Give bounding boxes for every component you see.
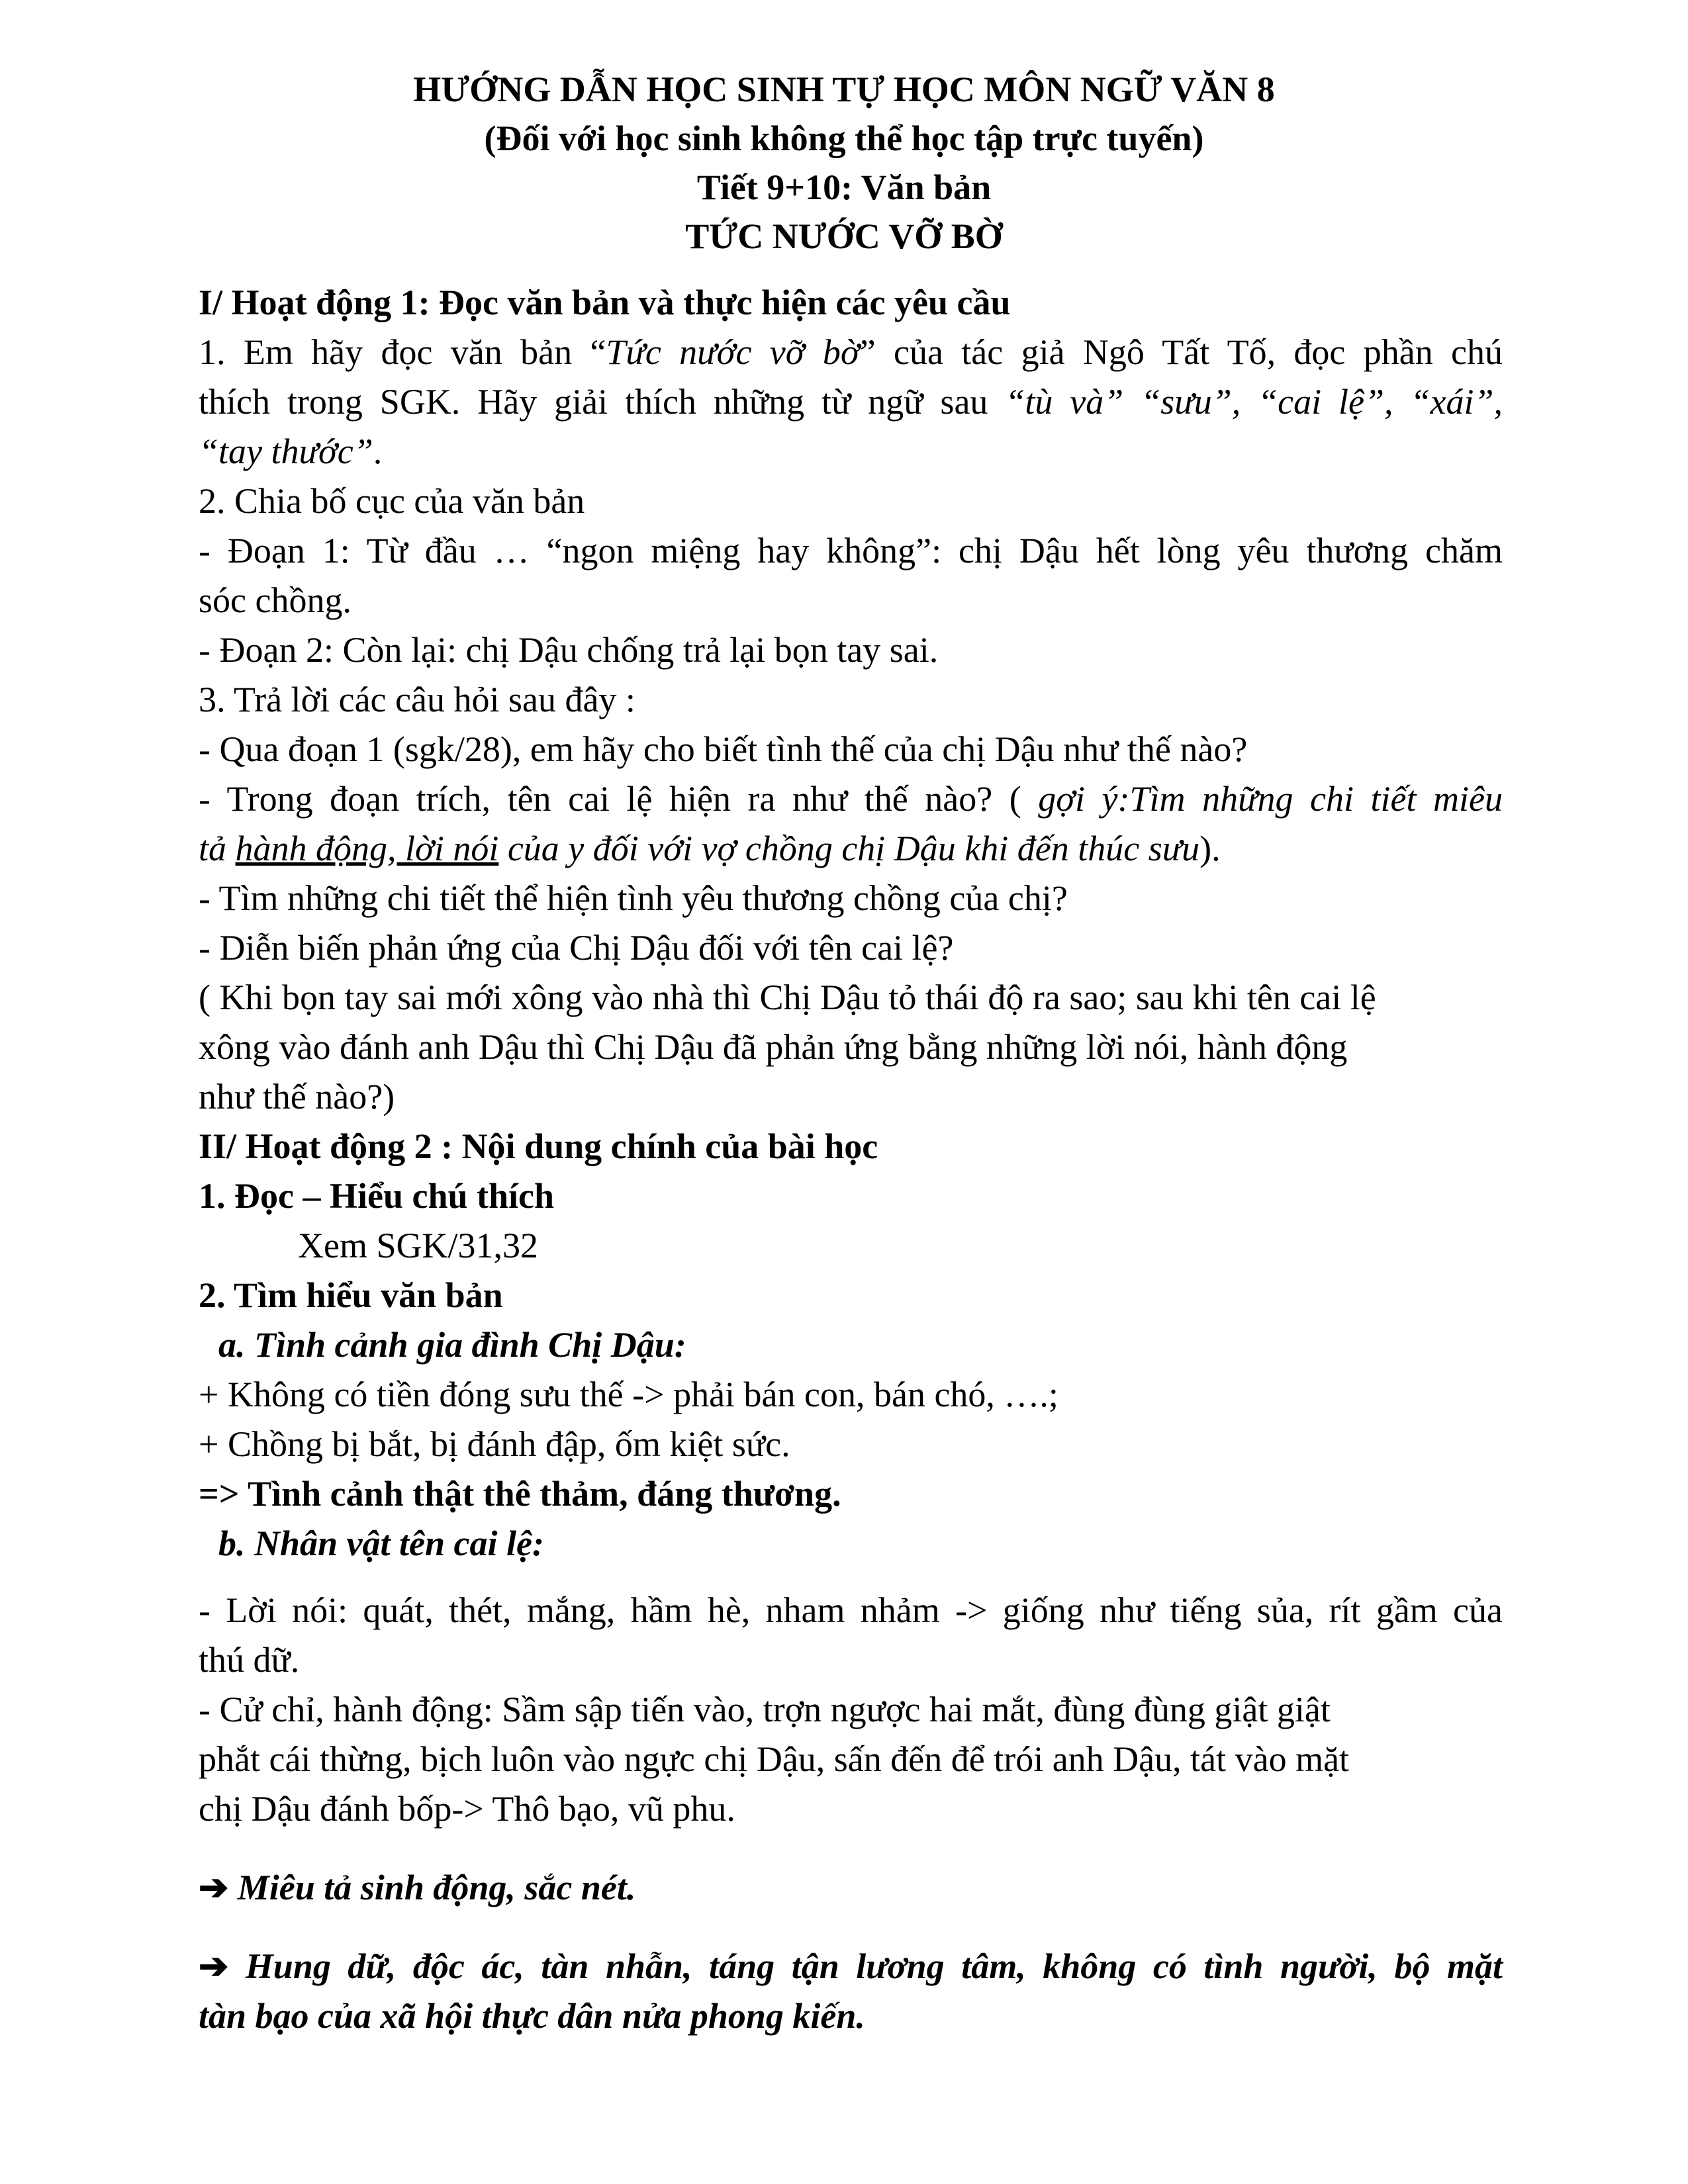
header-lesson: Tiết 9+10: Văn bản: [696, 167, 992, 207]
spacer: [199, 1913, 1503, 1942]
header-subtitle: (Đối với học sinh không thể học tập trực tuyến): [484, 118, 1204, 158]
q3-note-line1: ( Khi bọn tay sai mới xông vào nhà thì Chị Dậu tỏ thái độ ra sao; sau khi tên cai lệ: [199, 978, 1376, 1017]
q2-part1-line2: sóc chồng.: [199, 580, 352, 620]
q3-question-d: - Diễn biến phản ứng của Chị Dậu đối với tên cai lệ?: [199, 928, 954, 968]
q1-line3: [199, 427, 1503, 477]
sub1-title: 1. Đọc – Hiểu chú thích: [199, 1176, 555, 1216]
q3-text: - Trong đoạn trích, tên cai lệ hiện ra như thế nào? (: [199, 779, 1039, 819]
conclusion-2-text: Hung dữ, độc ác, tàn nhẫn, táng tận lương tâm, không có tình người, bộ mặt: [228, 1946, 1503, 1986]
part-a-title: a. Tình cảnh gia đình Chị Dậu:: [218, 1325, 686, 1365]
q1-line1: [199, 328, 1503, 377]
arrow-right-icon: ➔: [199, 1946, 229, 1986]
q1-work-title: Tức nước vỡ bờ: [606, 332, 860, 372]
q3-hint: của y đối với vợ chồng chị Dậu khi đến thúc sưu: [498, 829, 1200, 868]
q1-text: ” của tác giả Ngô Tất Tố, đọc phần chú: [859, 332, 1503, 372]
arrow-right-icon: ➔: [199, 1868, 229, 1907]
part-b-title: b. Nhân vật tên cai lệ:: [218, 1524, 544, 1563]
q3-question-a: - Qua đoạn 1 (sgk/28), em hãy cho biết tình thế của chị Dậu như thế nào?: [199, 729, 1248, 769]
q3-title: 3. Trả lời các câu hỏi sau đây :: [199, 680, 635, 719]
conclusion-2-line1: [199, 1942, 1503, 1991]
section2-heading: II/ Hoạt động 2 : Nội dung chính của bài học: [199, 1126, 878, 1166]
q3-note-line3: như thế nào?): [199, 1077, 395, 1116]
document-body: [199, 278, 1503, 2041]
sub2-title: 2. Tìm hiểu văn bản: [199, 1275, 503, 1315]
document-header: [0, 65, 1688, 261]
q1-terms: “tay thước”: [199, 432, 373, 471]
q3-question-c: - Tìm những chi tiết thể hiện tình yêu thương chồng của chị?: [199, 878, 1068, 918]
spacer: [199, 1834, 1503, 1863]
conclusion-2-line2: tàn bạo của xã hội thực dân nửa phong kiến.: [199, 1996, 865, 2036]
section1-heading: I/ Hoạt động 1: Đọc văn bản và thực hiện các yêu cầu: [199, 283, 1011, 322]
header-title: HƯỚNG DẪN HỌC SINH TỰ HỌC MÔN NGỮ VĂN 8: [413, 69, 1275, 109]
q3-note-line2: xông vào đánh anh Dậu thì Chị Dậu đã phản ứng bằng những lời nói, hành động: [199, 1027, 1348, 1067]
q1-text: .: [373, 432, 383, 471]
part-b-item1-line2: thú dữ.: [199, 1640, 300, 1680]
part-a-item1: + Không có tiền đóng sưu thế -> phải bán con, bán chó, ….;: [199, 1375, 1058, 1414]
conclusion-1-text: Miêu tả sinh động, sắc nét.: [228, 1868, 636, 1907]
sub1-text: Xem SGK/31,32: [298, 1226, 538, 1265]
q1-line2: [199, 377, 1503, 427]
spacer: [199, 1569, 1503, 1586]
q3-question-b-line1: [199, 774, 1503, 824]
part-a-item2: + Chồng bị bắt, bị đánh đập, ốm kiệt sức.: [199, 1424, 790, 1464]
header-text-title: TỨC NƯỚC VỠ BỜ: [685, 216, 1003, 256]
part-a-conclusion: => Tình cảnh thật thê thảm, đáng thương.: [199, 1474, 841, 1514]
conclusion-1: [199, 1863, 1503, 1913]
part-b-item1-line1: - Lời nói: quát, thét, mắng, hầm hè, nham nhảm -> giống như tiếng sủa, rít gầm của: [199, 1590, 1503, 1630]
q1-text: thích trong SGK. Hãy giải thích những từ ngữ sau: [199, 382, 1006, 422]
part-b-item2-line2: phắt cái thừng, bịch luôn vào ngực chị Dậu, sấn đến để trói anh Dậu, tát vào mặt: [199, 1739, 1350, 1779]
q1-text: 1. Em hãy đọc văn bản “: [199, 332, 606, 372]
q3-hint-underlined: hành động, lời nói: [235, 829, 499, 868]
q2-part1-line1: - Đoạn 1: Từ đầu … “ngon miệng hay không”: chị Dậu hết lòng yêu thương chăm: [199, 531, 1503, 570]
q3-hint: tả: [199, 829, 236, 868]
q2-title: 2. Chia bố cục của văn bản: [199, 481, 585, 521]
part-b-item2-line1: - Cử chỉ, hành động: Sầm sập tiến vào, trợn ngược hai mắt, đùng đùng giật giật: [199, 1690, 1331, 1729]
part-b-item2-line3: chị Dậu đánh bốp-> Thô bạo, vũ phu.: [199, 1789, 735, 1829]
q3-hint: gợi ý:Tìm những chi tiết miêu: [1038, 779, 1503, 819]
q3-text: ).: [1199, 829, 1221, 868]
q3-question-b-line2: [199, 824, 1503, 874]
q2-part2: - Đoạn 2: Còn lại: chị Dậu chống trả lại bọn tay sai.: [199, 630, 939, 670]
q1-terms: “tù và” “sưu”, “cai lệ”, “xái”,: [1005, 382, 1503, 422]
